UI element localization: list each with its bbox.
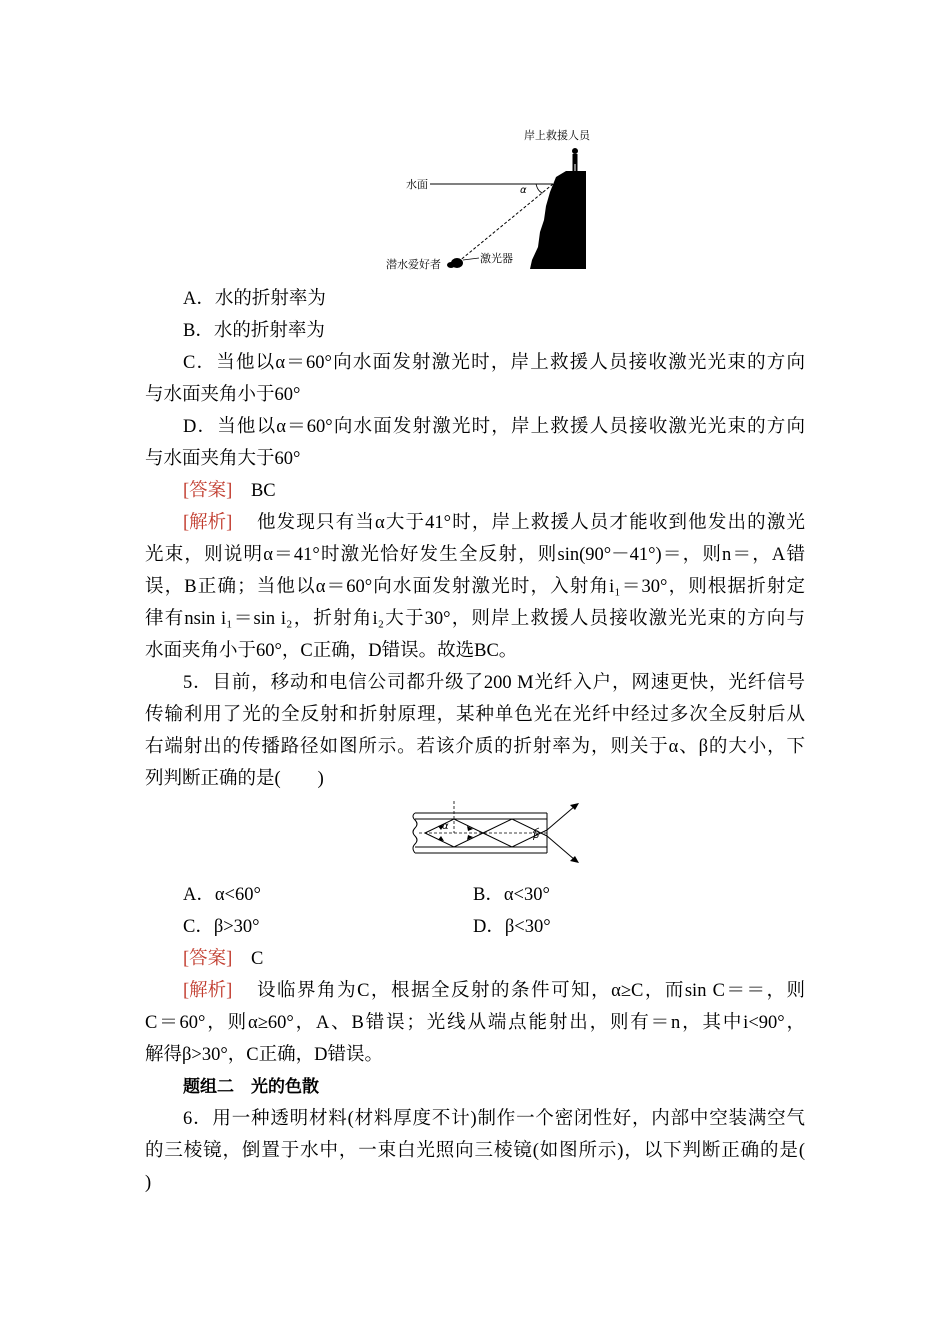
rescuer-label: 岸上救援人员	[524, 129, 590, 142]
q6-stem-line3: )	[145, 1173, 152, 1193]
analysis-label: [解析]	[183, 513, 233, 533]
laser-label: 激光器	[480, 252, 513, 265]
water-surface-label: 水面	[406, 178, 428, 191]
q4-answer-row	[183, 479, 276, 503]
q4-analysis-line2: 光束，则说明α＝41°时激光恰好发生全反射，则sin(90°－41°)＝，则n＝，A错	[145, 545, 805, 565]
q6-stem-line2: 的三棱镜，倒置于水中，一束白光照向三棱镜(如图所示)，以下判断正确的是(	[145, 1141, 805, 1161]
q5-stem-line2: 传输利用了光的全反射和折射原理，某种单色光在光纤中经过多次全反射后从	[145, 705, 805, 725]
q5-analysis-line3: 解得β>30°，C正确，D错误。	[145, 1045, 383, 1065]
q5-option-c: C．β>30°	[183, 917, 260, 937]
answer-label: [答案]	[183, 481, 233, 501]
q4-option-b: B．水的折射率为	[183, 321, 325, 341]
q4-option-c-line1: C．当他以α＝60°向水面发射激光时，岸上救援人员接收激光光束的方向	[183, 353, 805, 373]
q6-stem-line1: 6．用一种透明材料(材料厚度不计)制作一个密闭性好，内部中空装满空气	[183, 1109, 805, 1129]
optical-fiber-figure	[405, 798, 595, 873]
q5-answer-row	[183, 947, 263, 971]
q5-option-a: A．α<60°	[183, 885, 261, 905]
q5-answer: C	[250, 949, 264, 969]
q4-analysis-line4: 律有nsin i₁＝sin i₂，折射角i₂大于30°，则岸上救援人员接收激光光束的方向与	[145, 609, 805, 629]
q4-answer: BC	[250, 481, 276, 501]
q4-analysis-line3: 误，B正确；当他以α＝60°向水面发射激光时，入射角i₁＝30°，则根据折射定	[145, 577, 805, 597]
q5-stem-line3: 右端射出的传播路径如图所示。若该介质的折射率为，则关于α、β的大小，下	[145, 737, 805, 757]
q5-stem-line1: 5．目前，移动和电信公司都升级了200 M光纤入户，网速更快，光纤信号	[183, 673, 805, 693]
cliff-shape	[530, 171, 586, 269]
q5-analysis-line2: C＝60°，则α≥60°，A、B错误；光线从端点能射出，则有＝n，其中i<90°，	[145, 1013, 805, 1033]
q5-stem-line4: 列判断正确的是( )	[145, 769, 324, 789]
alpha-angle-label: α	[520, 185, 527, 196]
q4-analysis-line5: 水面夹角小于60°，C正确，D错误。故选BC。	[145, 641, 518, 661]
q5-option-b: B．α<30°	[473, 885, 550, 905]
answer-label: [答案]	[183, 949, 233, 969]
diver-rescue-figure	[380, 122, 610, 277]
diver-label: 潜水爱好者	[386, 258, 441, 271]
analysis-label: [解析]	[183, 981, 233, 1001]
group2-title: 题组二 光的色散	[183, 1077, 319, 1097]
q5-option-d: D．β<30°	[473, 917, 551, 937]
fiber-alpha-label: α	[442, 821, 449, 832]
diver-icon	[447, 258, 463, 268]
q5-analysis-row	[183, 979, 805, 1003]
rescuer-person-icon	[572, 148, 578, 171]
q4-option-a: A．水的折射率为	[183, 289, 326, 309]
q4-option-d-line2: 与水面夹角大于60°	[145, 449, 301, 469]
q4-option-c-line2: 与水面夹角小于60°	[145, 385, 301, 405]
q5-analysis-line1: 设临界角为C，根据全反射的条件可知，α≥C，而sin C＝＝，则	[257, 981, 805, 1001]
q4-analysis-row	[183, 511, 805, 535]
fiber-beta-label: β	[533, 830, 540, 841]
q4-analysis-line1: 他发现只有当α大于41°时，岸上救援人员才能收到他发出的激光	[257, 513, 805, 533]
q4-option-d-line1: D．当他以α＝60°向水面发射激光时，岸上救援人员接收激光光束的方向	[183, 417, 805, 437]
